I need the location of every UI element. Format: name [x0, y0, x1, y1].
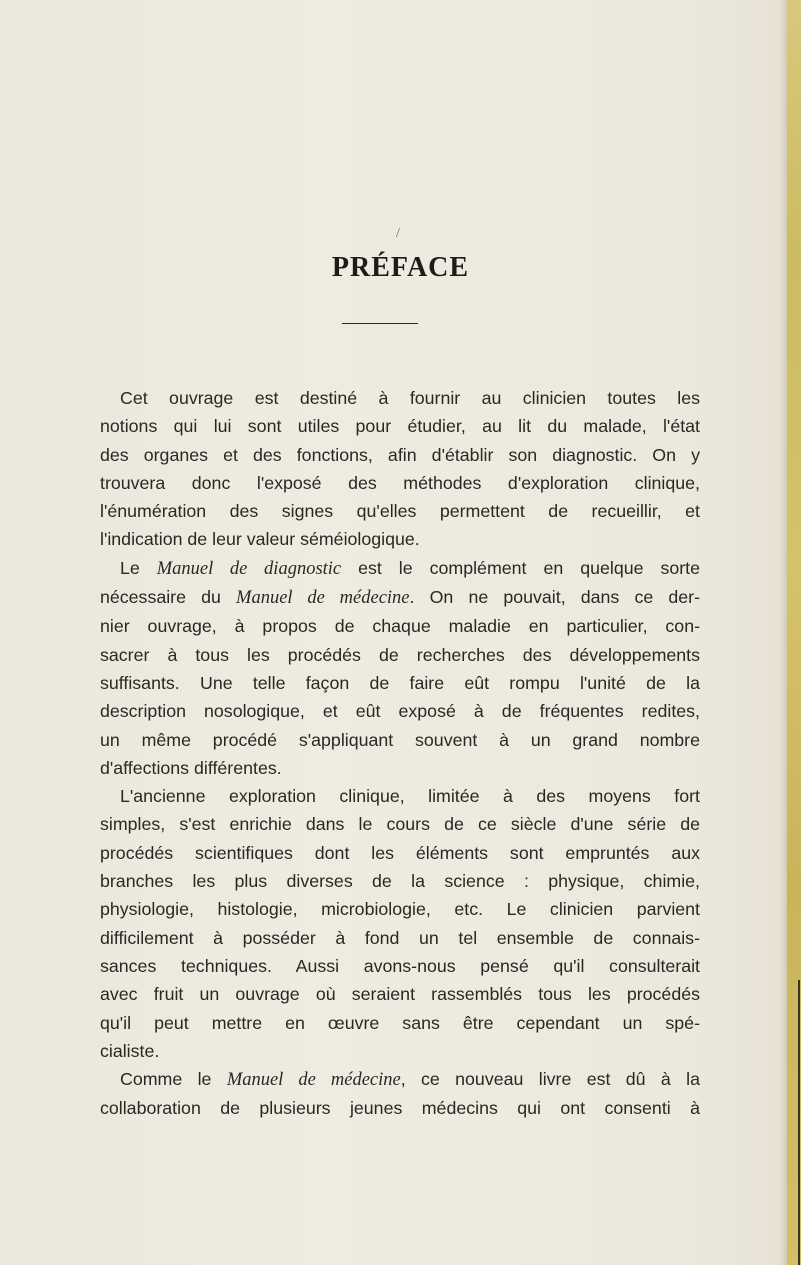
title-rule	[342, 323, 418, 324]
text-line	[100, 554, 700, 583]
text-run: nécessaire du	[100, 587, 237, 608]
text-line: cialiste.	[100, 1040, 160, 1061]
text-line: trouvera donc l'exposé des méthodes d'exploration clinique,	[100, 472, 700, 493]
text-line: Cet ouvrage est destiné à fournir au clinicien toutes les	[120, 388, 700, 408]
text-line	[100, 583, 700, 612]
text-line: qu'il peut mettre en œuvre sans être cependant un spé-	[100, 1012, 700, 1033]
binding-line	[798, 980, 800, 1265]
text-line: sances techniques. Aussi avons-nous pensé qu'il consulterait	[100, 955, 700, 976]
book-title-italic: Manuel de médecine	[226, 1070, 401, 1091]
text-run: , ce nouveau livre est dû à la	[400, 1069, 700, 1090]
text-line: difficilement à posséder à fond un tel ensemble de connais-	[100, 927, 700, 948]
text-line: collaboration de plusieurs jeunes médecins qui ont consenti à	[100, 1098, 700, 1119]
text-line: avec fruit un ouvrage où seraient rassemblés tous les procédés	[100, 984, 700, 1005]
page-title: PRÉFACE	[331, 252, 470, 283]
text-line: nier ouvrage, à propos de chaque maladie en particulier, con-	[100, 616, 700, 637]
text-run: . On ne pouvait, dans ce der-	[409, 587, 700, 608]
text-line: notions qui lui sont utiles pour étudier, au lit du malade, l'état	[100, 416, 700, 437]
book-title-italic: Manuel de médecine	[236, 588, 410, 609]
text-line: L'ancienne exploration clinique, limitée à des moyens fort	[120, 786, 700, 807]
preface-body	[100, 384, 700, 1123]
text-line	[100, 1065, 700, 1094]
text-line: branches les plus diverses de la science : physique, chimie,	[100, 871, 700, 892]
text-line: physiologie, histologie, microbiologie, etc. Le clinicien parvient	[100, 899, 700, 920]
text-run: Comme le	[120, 1069, 227, 1090]
text-line: sacrer à tous les procédés de recherches des développements	[100, 644, 700, 665]
text-line: l'indication de leur valeur séméiologique.	[100, 529, 420, 550]
text-line: des organes et des fonctions, afin d'établir son diagnostic. On y	[100, 444, 700, 465]
text-line: description nosologique, et eût exposé à de fréquentes redites,	[100, 701, 700, 722]
text-line: l'énumération des signes qu'elles permettent de recueillir, et	[100, 501, 700, 522]
text-line: simples, s'est enrichie dans le cours de ce siècle d'une série de	[100, 814, 700, 835]
page-edge-shadow	[779, 0, 787, 1265]
text-run: est le complément en quelque sorte	[341, 557, 700, 578]
text-line: d'affections différentes.	[100, 757, 282, 778]
stray-mark: /	[396, 226, 400, 241]
text-run: Le	[120, 557, 157, 578]
book-title-italic: Manuel de diagnostic	[156, 558, 342, 579]
text-line: suffisants. Une telle façon de faire eût rompu l'unité de la	[100, 672, 700, 693]
text-line: un même procédé s'appliquant souvent à un grand nombre	[100, 729, 700, 750]
text-line: procédés scientifiques dont les éléments sont empruntés aux	[100, 842, 700, 863]
